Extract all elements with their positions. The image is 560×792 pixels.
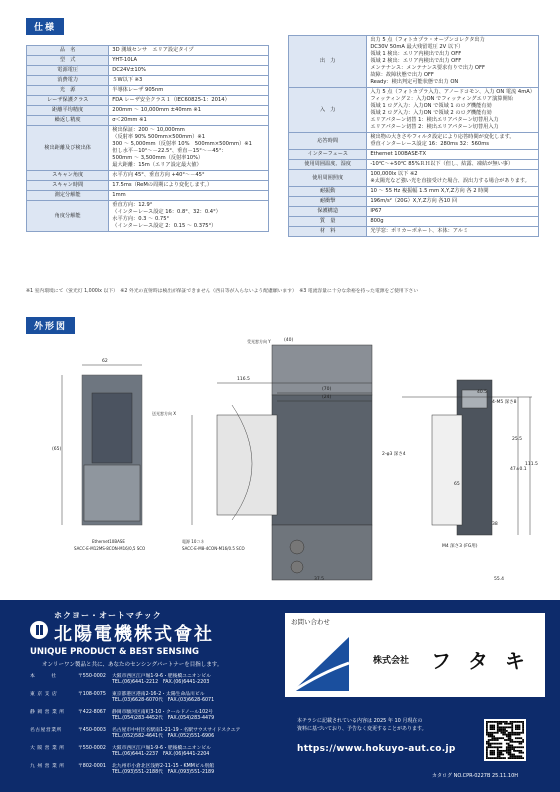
office-address [112, 692, 280, 705]
office-addr-line: 名古屋市中村区名駅南1-21-19・名駅サウスサイドスクエア [112, 727, 241, 733]
office-zip: 〒422-8067 [78, 709, 106, 715]
spec-value [109, 171, 269, 181]
spec-value-line: 出力 5 点（フォトカプラ・オープンコレクタ出力 [370, 37, 485, 43]
spec-value-line: IP67 [370, 208, 382, 215]
spec-row [289, 197, 539, 207]
dimension-label: 38 [492, 522, 498, 527]
office-addr-line: 北九州市小倉北区浅野2-11-15・KMMビル別館 [112, 763, 215, 769]
spec-row [27, 201, 269, 232]
spec-value [367, 227, 539, 237]
office-name: 九 州 営 業 所 [30, 763, 65, 769]
outline-drawing [22, 335, 542, 585]
spec-value-line: エリアパターン切替 2：検出エリアパターン切替用入力 [370, 124, 499, 131]
spec-value-line: 検出保証：200 ～ 10,000mm [112, 127, 185, 134]
spec-key: インターフェース [289, 150, 367, 160]
website-link[interactable]: https://www.hokuyo-aut.co.jp [297, 744, 456, 754]
drawing-label: SACC-E-M12MS-8CON-M16/0,5 SCO [74, 546, 146, 551]
spec-value-line: メンテナンス：メンテナンス要求有りで出力 OFF [370, 65, 485, 72]
office-address [112, 728, 280, 741]
outline-drawing-svg [22, 335, 542, 585]
spec-value-line: 水平方向 45°、垂直方向 +40°～－45° [112, 172, 205, 179]
spec-row [27, 96, 269, 106]
spec-value-line: 半導体レーザ 905nm [112, 87, 164, 94]
spec-table-right [288, 35, 539, 237]
spec-value [109, 116, 269, 126]
spec-key: 距離平均精度 [27, 106, 109, 116]
spec-value-line: エリアパターン切替 1：検出エリアパターン切替用入力 [370, 117, 499, 124]
spec-key: 応答時間 [289, 133, 367, 150]
office-tel: TEL.(06)6441-2212 FAX.(06)6441-2203 [112, 680, 210, 686]
dimension-label: 37.5 [314, 577, 325, 582]
spec-key: スキャン角度 [27, 171, 109, 181]
spec-value-line: 領域 2 ログ入力：入力ON で領域 2 のログ機能有効 [370, 110, 492, 117]
spec-key: レーザ保護クラス [27, 96, 109, 106]
spec-value [367, 36, 539, 88]
spec-row [27, 106, 269, 116]
spec-row [27, 116, 269, 126]
spec-row [289, 227, 539, 237]
spec-value [367, 150, 539, 160]
drawing-label: Ethernet10BASE [92, 539, 125, 544]
spec-key: 材 料 [289, 227, 367, 237]
spec-row [27, 46, 269, 56]
office-zip: 〒550-0002 [78, 745, 106, 751]
spec-key: 耐振動 [289, 187, 367, 197]
spec-value [109, 201, 269, 232]
spec-value [109, 86, 269, 96]
office-address [112, 710, 280, 723]
spec-value-line: 200mm ～ 10,000mm ±40mm ※1 [112, 107, 202, 114]
office-name: 静 岡 営 業 所 [30, 709, 65, 715]
office-addr-line: 大阪市西区江戸堀1-9-6・肥後橋ユニオンビル [112, 745, 211, 751]
spec-value-line: DC30V 50mA 最大残留電圧 2V 以下） [370, 44, 464, 51]
spec-value [109, 66, 269, 76]
spec-value-line: 故障：故障状態で出力 OFF [370, 72, 434, 79]
spec-key: 質 量 [289, 217, 367, 227]
spec-value-line: Ethernet 100BASE-TX [370, 151, 427, 158]
spec-value [367, 217, 539, 227]
office-address [112, 764, 280, 777]
spec-key: 測定分解能 [27, 191, 109, 201]
office-address [112, 674, 280, 687]
dimension-label: (70) [322, 387, 332, 392]
spec-section-tag: 仕様 [26, 18, 64, 35]
spec-key: スキャン時間 [27, 181, 109, 191]
office-row [30, 746, 280, 759]
spec-value [109, 46, 269, 56]
spec-value-line: ５W以下 ※3 [112, 77, 143, 84]
spec-row [289, 187, 539, 197]
spec-value-line: 垂直方向：12.9° [112, 202, 153, 209]
spec-row [289, 160, 539, 170]
dealer-name: フ タ キ [431, 649, 530, 673]
spec-row [289, 88, 539, 133]
contact-swoosh-icon [291, 633, 351, 693]
spec-row [289, 150, 539, 160]
spec-value-line: フィッティング２：入力ON でフィッティングエリア演算開始 [370, 96, 513, 103]
footnote: ※1 室内環境にて（蛍光灯 1,000lx 以下） ※2 外光の直射時は検出が保証できません（西日等が入らないよう配慮願います） ※3 電流容量に十分な余裕を持った電源をご使用下さい [26, 289, 419, 294]
spec-value [367, 187, 539, 197]
spec-value-line: FDA レーザ安全クラス１（IEC60825-1：2014） [112, 97, 230, 104]
office-zip: 〒550-0002 [78, 674, 106, 679]
office-tel: TEL.(052)582-4641代 FAX.(052)551-6906 [112, 734, 215, 740]
hokuyo-logo-icon [30, 621, 48, 639]
spec-value-line: 300 ～ 5,000mm（反射率 10% 500mm×500mm）※1 [112, 141, 252, 148]
drawing-label: 送光窓方向 X [152, 411, 177, 416]
office-row [30, 692, 280, 705]
spec-value-line: 17.5ms（ReMの周期により変化します。） [112, 182, 213, 189]
spec-key: 角度分解能 [27, 201, 109, 232]
dimension-label: 116.5 [237, 377, 250, 382]
dimension-label: 2-φ3 深さ4 [382, 452, 406, 457]
dimension-label: 25.5 [512, 437, 523, 442]
spec-key: 保護構造 [289, 207, 367, 217]
spec-value-line: 領域 1 検出：エリア内検出で出力 OFF [370, 51, 462, 58]
drawing-label: SACC-E-M8-4CON-M16/0.5 SCO [182, 546, 245, 551]
spec-value [109, 126, 269, 171]
dimension-label: (65) [52, 447, 62, 452]
spec-row [27, 181, 269, 191]
spec-key: 出 力 [289, 36, 367, 88]
spec-value [367, 197, 539, 207]
spec-value-line: （インターレース設定 16：0.8°、32：0.4°） [112, 209, 221, 216]
drawing-label: 電源 10コネ [182, 539, 205, 544]
spec-value-line: -10℃～+50℃ 85%ＲＨ以下（但し、結露、凍結が無い事） [370, 161, 514, 168]
spec-key: 型 式 [27, 56, 109, 66]
spec-row [289, 133, 539, 150]
spec-value-line: 検出物の大きさやフィルタ設定により応答時間が変化します。 [370, 134, 515, 141]
office-tel: TEL.(06)6441-2237 FAX.(06)6441-2204 [112, 752, 210, 758]
brand-name: 北陽電機株式會社 [54, 624, 214, 645]
office-tel: TEL.(054)283-4452代 FAX.(054)283-4479 [112, 716, 215, 722]
office-addr-line: 静岡市駿河区南町3-10・クールドノール102号 [112, 709, 213, 715]
spec-row [27, 171, 269, 181]
brand-katakana: ホクヨー・オートマチック [54, 611, 162, 620]
spec-value-line: 196m/s²（20G）X,Y,Z方向 各10 回 [370, 198, 458, 205]
spec-key: 繰返し精度 [27, 116, 109, 126]
notice-line: 本チラシに記載されている内容は 2025 年 10 月現在の [297, 718, 423, 724]
spec-value-line: 水平方向：0.3 ～ 0.75° [112, 216, 170, 223]
drawing-section-tag: 外形図 [26, 317, 75, 334]
spec-key: 使用周囲照度 [289, 170, 367, 187]
spec-value-line: 但し水平－10°～－22.5°、垂直－15°～－45°： [112, 148, 227, 155]
spec-key: 電源電圧 [27, 66, 109, 76]
spec-value-line: 10 ～ 55 Hz 複振幅 1.5 mm X,Y,Z方向 各 2 時間 [370, 188, 489, 195]
spec-key: 光 源 [27, 86, 109, 96]
spec-key: 入 力 [289, 88, 367, 133]
spec-value [109, 191, 269, 201]
office-tel: TEL.(03)6628-6070代 FAX.(03)6628-6071 [112, 698, 215, 704]
spec-value-line: 100,000lx 以下 ※2 [370, 171, 418, 178]
office-zip: 〒450-0003 [78, 727, 106, 733]
qr-code-icon [486, 721, 524, 759]
office-name: 本 社 [30, 674, 57, 679]
spec-row [289, 170, 539, 187]
spec-value-line: YHT-10LA [112, 57, 138, 64]
spec-key: 検出距離及び検出体 [27, 126, 109, 171]
office-name: 名古屋営業所 [30, 727, 62, 733]
spec-value-line: 500mm ～ 3,500mm（反射率10%） [112, 155, 204, 162]
office-name: 東 京 支 店 [30, 691, 58, 697]
spec-row [289, 36, 539, 88]
spec-key: 使用周囲温度、湿度 [289, 160, 367, 170]
contact-box [285, 613, 545, 697]
tagline-jp: オンリーワン製品と共に、あなたのセンシングパートナーを目指します。 [42, 662, 223, 668]
spec-value-line: 1mm [112, 192, 126, 199]
spec-value [367, 170, 539, 187]
office-row [30, 728, 280, 741]
dealer-prefix: 株式会社 [373, 656, 410, 666]
spec-value [367, 160, 539, 170]
spec-value-line: Ready：検出判定可能状態で出力 ON [370, 79, 459, 86]
spec-value [367, 88, 539, 133]
dimension-label: (40) [284, 338, 294, 343]
spec-value [109, 106, 269, 116]
contact-label: お問い合わせ [291, 618, 330, 626]
spec-key: 耐衝撃 [289, 197, 367, 207]
spec-value-line: 光学窓：ポリカーボネート、本体：アルミ [370, 228, 469, 235]
dimension-label: (24) [322, 395, 332, 400]
office-zip: 〒108-0075 [78, 691, 106, 697]
company-footer [0, 600, 560, 792]
spec-value [109, 181, 269, 191]
dimension-label: 111.5 [525, 462, 538, 467]
spec-row [289, 207, 539, 217]
office-row [30, 674, 280, 687]
office-addr-line: 東京都港区港南2-16-2・太陽生命品川ビル [112, 691, 205, 697]
spec-row [27, 126, 269, 171]
office-addr-line: 大阪市西区江戸堀1-9-6・肥後橋ユニオンビル [112, 674, 211, 679]
dimension-label: 62 [102, 359, 108, 364]
spec-row [27, 191, 269, 201]
spec-value-line: 入力 5 点（フォトカプラ入力、アノードコモン、入力 ON 電流 4mA） [370, 89, 535, 96]
spec-value-line: （反射率 90% 500mm×500mm）※1 [112, 134, 206, 141]
spec-value [367, 207, 539, 217]
dimension-label: 4-M5 深さ8 [492, 400, 517, 405]
spec-value-line: 3D 測域センサ エリア設定タイプ [112, 47, 194, 53]
office-tel: TEL.(093)551-2188代 FAX.(093)551-2189 [112, 770, 215, 776]
office-row [30, 710, 280, 723]
notice-text [297, 718, 427, 734]
spec-value-line: 領域 2 検出：エリア内検出で出力 OFF [370, 58, 462, 65]
spec-row [27, 86, 269, 96]
spec-key: 品 名 [27, 46, 109, 56]
spec-row [27, 56, 269, 66]
office-zip: 〒802-0001 [78, 763, 106, 769]
spec-row [289, 217, 539, 227]
spec-value [367, 133, 539, 150]
dimension-label: 40.5 [477, 390, 488, 395]
spec-value-line: 領域 1 ログ入力：入力ON で領域 1 のログ機能有効 [370, 103, 492, 110]
dimension-label: M4 深さ3 (FG用) [442, 544, 478, 549]
spec-value [109, 96, 269, 106]
spec-value-line: ※太陽光など強い光を直接受けた場合、誤出力する場合があります。 [370, 178, 530, 185]
office-list [30, 674, 280, 782]
spec-value-line: 最大距離：15m（エリア設定最大値） [112, 162, 202, 169]
spec-value [109, 56, 269, 66]
spec-key: 消費電力 [27, 76, 109, 86]
office-row [30, 764, 280, 777]
drawing-label: 受光窓方向 Y [247, 339, 271, 344]
spec-row [27, 66, 269, 76]
spec-value-line: 垂直インターレース設定 16：280ms 32：560ms [370, 141, 489, 148]
spec-value-line: 800g [370, 218, 384, 225]
qr-code[interactable] [484, 719, 526, 761]
office-address [112, 746, 280, 759]
dimension-label: 65 [454, 482, 460, 487]
office-name: 大 阪 営 業 所 [30, 745, 65, 751]
spec-value [109, 76, 269, 86]
spec-table-left [26, 45, 269, 232]
spec-value-line: （インターレース設定 2：0.15 ～ 0.375°） [112, 223, 217, 230]
dimension-label: 55.4 [494, 577, 505, 582]
tagline: UNIQUE PRODUCT & BEST SENSING [30, 647, 199, 657]
spec-value-line: DC24V±10% [112, 67, 146, 74]
dimension-label: 47±0.1 [510, 467, 527, 472]
catalog-number: カタログ NO.CPR-0227B 25.11.10H [432, 773, 519, 779]
spec-value-line: σ＜20mm ※1 [112, 117, 147, 124]
notice-line: 資料に基づいており、予告なく変更することがあります。 [297, 725, 427, 732]
spec-row [27, 76, 269, 86]
